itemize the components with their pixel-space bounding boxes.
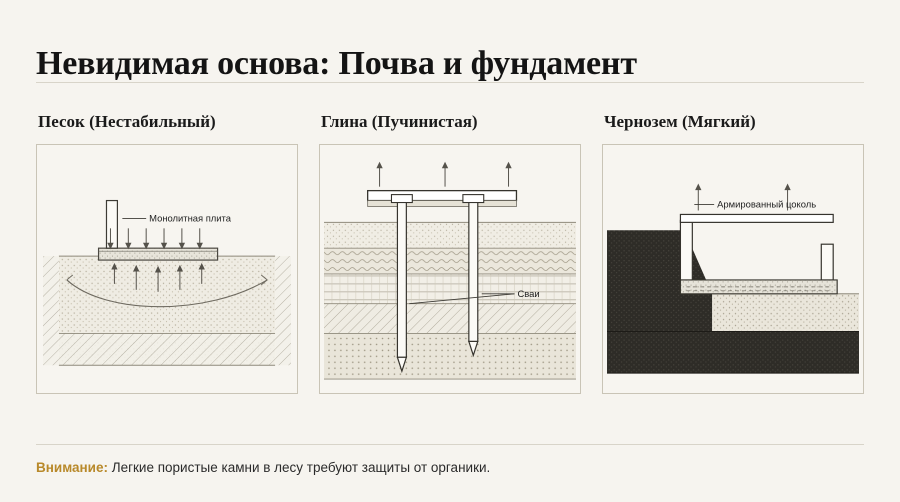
annotation-clay: Сваи: [517, 287, 540, 299]
title-divider: [36, 82, 864, 83]
footer-label: Внимание:: [36, 460, 108, 475]
footer-note: [36, 460, 864, 475]
annotation-chernozem: Армированный цоколь: [717, 198, 817, 210]
figure-clay: [319, 144, 581, 394]
card-title-sand: Песок (Нестабильный): [38, 112, 216, 131]
card-title-chernozem: Чернозем (Мягкий): [604, 112, 756, 131]
card-clay: [319, 112, 581, 394]
card-chernozem: [602, 112, 864, 394]
footer-text: Легкие пористые камни в лесу требуют защиты от органики.: [107, 460, 491, 475]
page-title: Невидимая основа: Почва и фундамент: [36, 44, 637, 82]
card-title-clay: Глина (Пучинистая): [321, 112, 478, 131]
card-sand: [36, 112, 298, 394]
annotation-sand: Монолитная плита: [149, 212, 232, 224]
figure-sand: [36, 144, 298, 394]
figure-chernozem: [602, 144, 864, 394]
footer-divider: [36, 444, 864, 445]
